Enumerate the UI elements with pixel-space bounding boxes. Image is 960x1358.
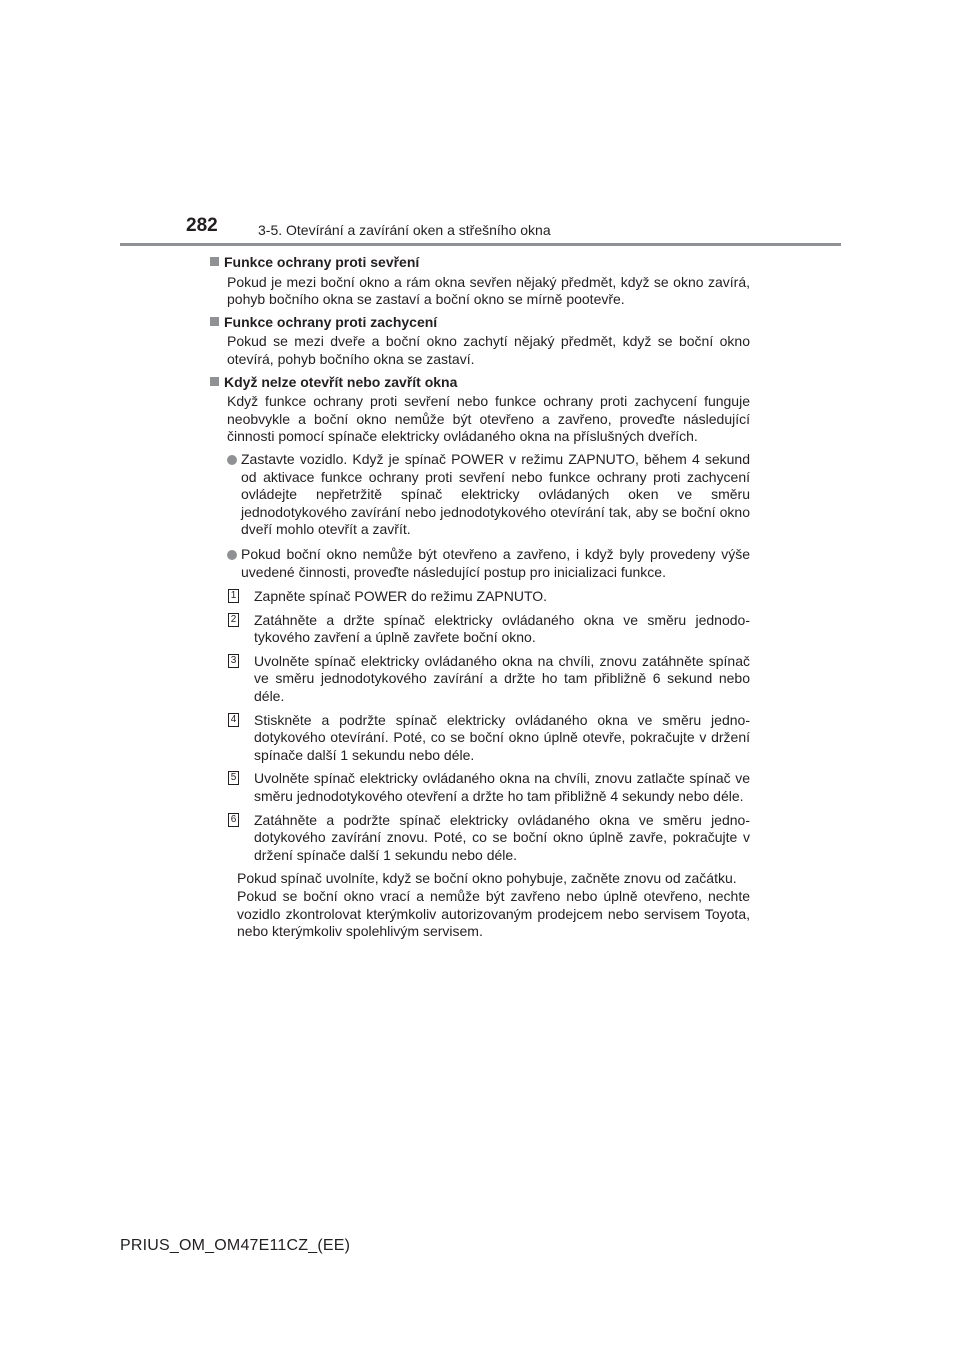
step-number-3: 3 [228,654,239,668]
step-number-6: 6 [228,813,239,827]
paragraph: Když funkce ochrany proti sevření nebo funkce ochrany proti zachycení funguje neobvykle a boční okno nemůže být otevřeno a zavřeno, proveďte následující činnosti pomocí spínače elektricky ovládaného okna na příslušných dveřích. [227,393,750,445]
step-item: 2 Zatáhněte a držte spínač elektricky ovládaného okna ve směru jednodotykového zavření a úplně zavřete boční okno. [210,612,750,647]
square-bullet-icon [210,377,219,386]
step-number-4: 4 [228,713,239,727]
heading-cannot-open-close: Když nelze otevřít nebo zavřít okna [210,374,750,392]
bullet-item: Zastavte vozidlo. Když je spínač POWER v režimu ZAPNUTO, během 4 sekund od aktivace funkce ochrany proti sevření nebo funkce ochrany proti zachycení ovládejte nepřetržitě spínač elektricky ovládaných oken ve směru jednodotykového zavírání nebo jednodotykového otevírání tak, aby se boční okno dveří mohlo otevřít a zavřít. [210,451,750,539]
header-rule [120,243,841,246]
content [210,254,750,941]
section-title: 3-5. Otevírání a zavírání oken a střešního okna [258,222,551,238]
circle-bullet-icon [227,455,237,465]
circle-bullet-icon [227,550,237,560]
heading-pinch-protection: Funkce ochrany proti sevření [210,254,750,272]
step-item: 6 Zatáhněte a podržte spínač elektricky ovládaného okna ve směru jednodotykového zavírání znovu. Poté, co se boční okno úplně zavře, pokračujte v držení spínače další 1 sekundu nebo déle. [210,812,750,865]
square-bullet-icon [210,317,219,326]
bullet-item: Pokud boční okno nemůže být otevřeno a zavřeno, i když byly provedeny výše uvedené činnosti, proveďte následující postup pro inicializaci funkce. [210,546,750,581]
paragraph: Pokud se mezi dveře a boční okno zachytí nějaký předmět, když se boční okno otevírá, pohyb bočního okna se zastaví. [227,333,750,367]
heading-catch-protection: Funkce ochrany proti zachycení [210,314,750,332]
step-number-5: 5 [228,771,239,785]
step-item: 4 Stiskněte a podržte spínač elektricky ovládaného okna ve směru jednodotykového otevírání. Poté, co se boční okno úplně otevře, pokračujte v držení spínače další 1 sekundu nebo déle. [210,712,750,765]
square-bullet-icon [210,257,219,266]
step-number-2: 2 [228,613,239,627]
closing-note: Pokud spínač uvolníte, když se boční okno pohybuje, začněte znovu od začátku. Pokud se boční okno vrací a nemůže být zavřeno nebo úplně otevřeno, nechte vozidlo zkontrolovat kterýmkoliv autorizovaným prodejcem nebo servisem Toyota, nebo kterýmkoliv spolehlivým servisem. [237,870,750,940]
page-number: 282 [186,215,218,236]
step-item: 5 Uvolněte spínač elektricky ovládaného okna na chvíli, znovu zatlačte spínač ve směru jednodotykového otevření a držte ho tam přibližně 4 sekundy nebo déle. [210,770,750,805]
step-item: 1 Zapněte spínač POWER do režimu ZAPNUTO. [210,588,750,606]
step-item: 3 Uvolněte spínač elektricky ovládaného okna na chvíli, znovu zatáhněte spínač ve směru jednodotykového zavírání a držte ho tam přibližně 6 sekund nebo déle. [210,653,750,706]
document-code-footer: PRIUS_OM_OM47E11CZ_(EE) [120,1237,351,1254]
paragraph: Pokud je mezi boční okno a rám okna sevřen nějaký předmět, když se okno zavírá, pohyb bočního okna se zastaví a boční okno se mírně pootevře. [227,273,750,308]
step-number-1: 1 [228,589,239,603]
